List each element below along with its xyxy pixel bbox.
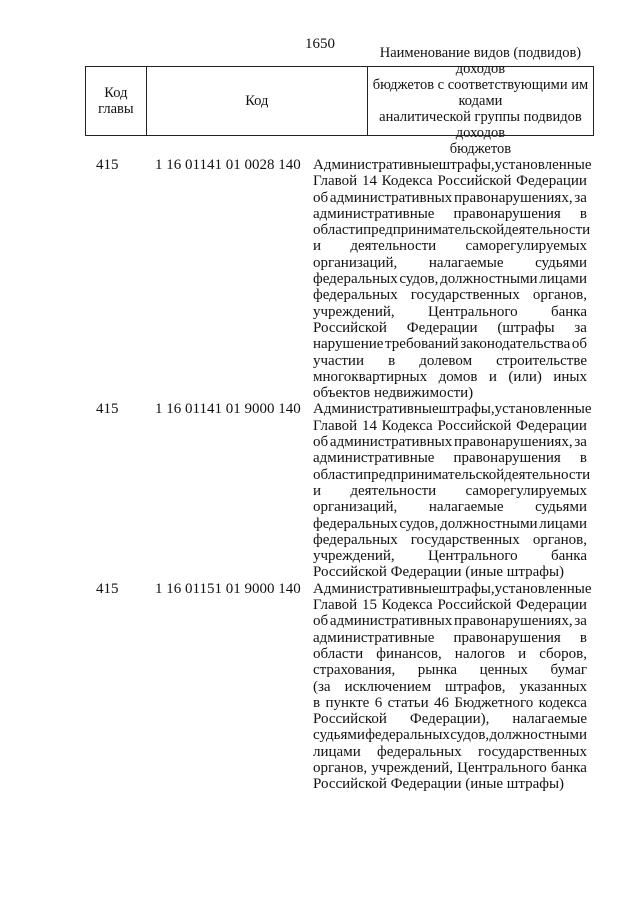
name-line: объектов недвижимости) <box>313 385 474 402</box>
name-line: об административных правонарушениях, за <box>313 613 587 630</box>
name-line: учреждений, Центрального банка <box>313 303 587 320</box>
name-line: Российской Федерации (иные штрафы) <box>313 776 565 793</box>
name-line: учреждений, Центрального банка <box>313 548 587 565</box>
name-line: федеральных государственных органов, <box>313 531 587 548</box>
name-line: области предпринимательской деятельности <box>313 222 591 239</box>
name-line: Административные штрафы, установленные <box>313 157 592 173</box>
name-line: судьями федеральных судов, должностными <box>313 727 587 744</box>
chapter-code-cell: 415 <box>96 157 119 173</box>
name-line: и деятельности саморегулируемых <box>313 238 587 255</box>
name-cell <box>313 580 592 793</box>
chapter-code-cell: 415 <box>96 401 119 418</box>
name-line: Главой 15 Кодекса Российской Федерации <box>313 597 587 614</box>
name-line: Административные штрафы, установленные <box>313 401 592 418</box>
name-line: в пункте 6 статьи 46 Бюджетного кодекса <box>313 694 587 711</box>
name-line: Административные штрафы, установленные <box>313 580 592 597</box>
name-line: области предпринимательской деятельности <box>313 466 591 483</box>
name-line: организаций, налагаемые судьями <box>313 254 587 271</box>
name-line: федеральных государственных органов, <box>313 287 587 304</box>
chapter-code-cell: 415 <box>96 580 119 597</box>
header-code: Код <box>147 67 368 135</box>
name-line: участии в долевом строительстве <box>313 352 587 369</box>
name-line: многоквартирных домов и (или) иных <box>313 368 587 385</box>
name-line: нарушение требований законодательства об <box>313 336 587 353</box>
name-line: федеральных судов, должностными лицами <box>313 515 587 532</box>
header-name: Наименование видов (подвидов) доходов бюджетов с соответствующими им кодами аналитической группы подвидов доходов бюджетов <box>372 45 589 157</box>
table-body <box>0 157 640 793</box>
table-header <box>85 45 594 157</box>
name-line: об административных правонарушениях, за <box>313 189 587 206</box>
table-row <box>0 157 640 401</box>
name-line: Главой 14 Кодекса Российской Федерации <box>313 173 587 190</box>
code-cell: 1 16 01151 01 9000 140 <box>155 580 301 597</box>
name-line: области финансов, налогов и сборов, <box>313 645 587 662</box>
name-cell <box>313 157 592 402</box>
code-cell: 1 16 01141 01 9000 140 <box>155 401 301 418</box>
name-line: органов, учреждений, Центрального банка <box>313 759 587 776</box>
name-line: федеральных судов, должностными лицами <box>313 271 587 288</box>
header-chapter-code: Код главы <box>86 67 147 135</box>
name-cell <box>313 401 592 581</box>
name-line: и деятельности саморегулируемых <box>313 482 587 499</box>
name-line: Российской Федерации (штрафы за <box>313 319 587 336</box>
name-line: лицами федеральных государственных <box>313 743 587 760</box>
name-line: Российской Федерации (иные штрафы) <box>313 564 565 581</box>
name-line: административные правонарушения в <box>313 450 587 467</box>
name-line: организаций, налагаемые судьями <box>313 499 587 516</box>
name-line: Главой 14 Кодекса Российской Федерации <box>313 417 587 434</box>
name-line: об административных правонарушениях, за <box>313 434 587 451</box>
name-line: административные правонарушения в <box>313 205 587 222</box>
table-row <box>0 581 640 793</box>
page-number: 1650 <box>305 36 335 52</box>
code-cell: 1 16 01141 01 0028 140 <box>155 157 301 173</box>
name-line: страхования, рынка ценных бумаг <box>313 662 587 679</box>
name-line: административные правонарушения в <box>313 629 587 646</box>
table-row <box>0 401 640 580</box>
name-line: (за исключением штрафов, указанных <box>313 678 587 695</box>
name-line: Российской Федерации), налагаемые <box>313 711 587 728</box>
